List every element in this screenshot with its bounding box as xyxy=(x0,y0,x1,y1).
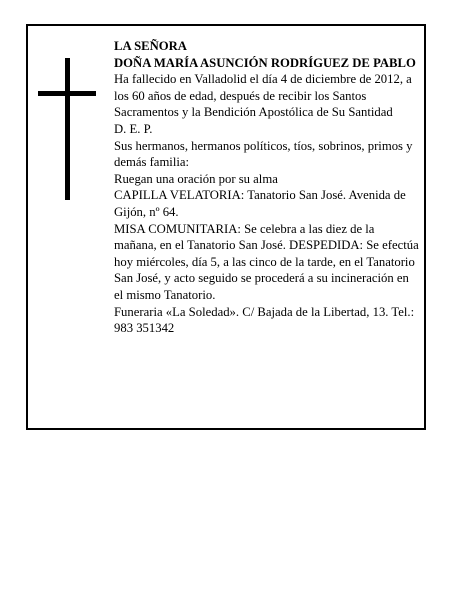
prayer-request: Ruegan una oración por su alma xyxy=(114,171,278,186)
notice-title: LA SEÑORA xyxy=(114,39,187,53)
cross-icon xyxy=(38,58,96,200)
funeral-home-info: Funeraria «La Soledad». C/ Bajada de la Libertad, 13. Tel.: 983 351342 xyxy=(114,304,415,336)
notice-body xyxy=(114,38,420,337)
deceased-name: DOÑA MARÍA ASUNCIÓN RODRÍGUEZ DE PABLO xyxy=(114,55,416,70)
chapel-info: CAPILLA VELATORIA: Tanatorio San José. Avenida de Gijón, nº 64. xyxy=(114,188,406,219)
cross-horizontal-bar xyxy=(38,91,96,96)
rest-in-peace: D. E. P. xyxy=(114,121,153,136)
mass-info: MISA COMUNITARIA: Se celebra a las diez de la mañana, en el Tanatorio San José. DESPEDIDA: Se efectúa hoy miércoles, día 5, a las cinco de la tarde, en el Tanatorio San José, y acto seguido se procederá a su incineración en el mismo Tanatorio. xyxy=(114,221,419,302)
death-announcement: Ha fallecido en Valladolid el día 4 de diciembre de 2012, a los 60 años de edad, después de recibir los Santos Sacramentos y la Bendición Apostólica de Su Santidad xyxy=(114,72,412,120)
family-list: Sus hermanos, hermanos políticos, tíos, sobrinos, primos y demás familia: xyxy=(114,138,413,170)
obituary-notice xyxy=(26,24,426,430)
cross-vertical-bar xyxy=(65,58,70,200)
